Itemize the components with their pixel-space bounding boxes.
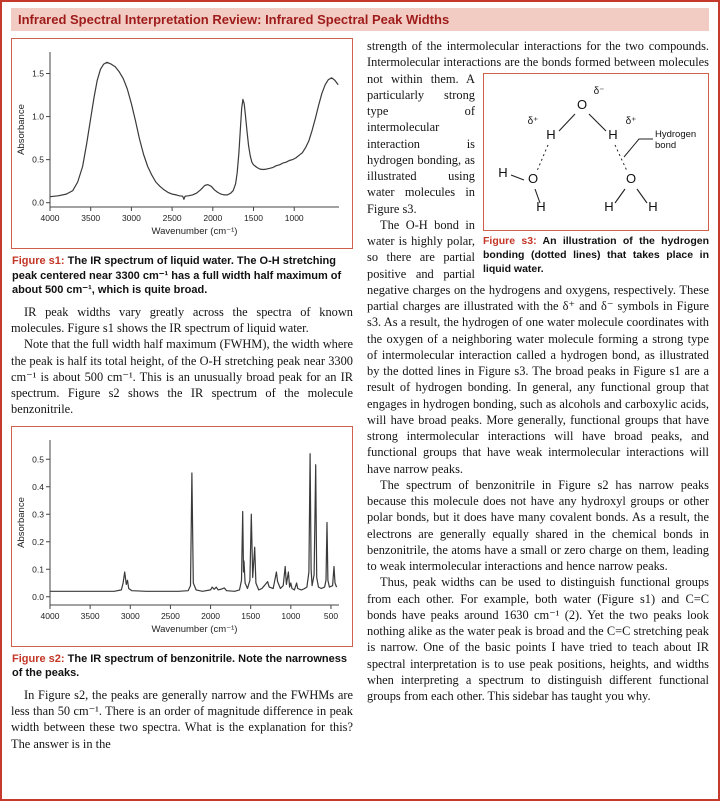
figure-s1 [11,38,353,249]
svg-text:0.0: 0.0 [32,197,44,208]
svg-text:H: H [546,126,556,142]
chart-s2-benzonitrile-ir-spectrum [14,431,346,637]
svg-text:0.5: 0.5 [32,154,44,165]
figure-s1-caption [12,254,352,298]
svg-text:0.5: 0.5 [32,453,44,464]
chart-s1-water-ir-spectrum [14,43,346,239]
svg-text:Absorbance: Absorbance [16,496,27,548]
figure-s2-caption [12,652,352,681]
svg-text:H: H [648,198,658,214]
svg-text:O: O [576,96,588,112]
svg-text:0.4: 0.4 [32,481,44,492]
svg-text:1.0: 1.0 [32,111,44,122]
svg-text:3000: 3000 [121,213,141,223]
svg-text:Absorbance: Absorbance [16,104,27,155]
svg-text:1000: 1000 [284,213,304,223]
svg-text:bond: bond [655,139,677,151]
svg-text:1.5: 1.5 [32,68,44,79]
left-paragraph-1: IR peak widths vary greatly across the spectra of known molecules. Figure s1 shows the IR spectrum of liquid water. [11,304,353,336]
svg-text:H: H [604,198,614,214]
svg-text:500: 500 [323,610,339,621]
svg-text:0.1: 0.1 [32,563,44,574]
svg-text:2500: 2500 [162,213,182,223]
svg-text:3000: 3000 [120,610,140,621]
svg-text:δ⁺: δ⁺ [527,115,539,127]
figure-s3 [483,73,709,231]
svg-text:O: O [625,170,637,186]
svg-text:H: H [536,198,546,214]
svg-text:3500: 3500 [81,213,101,223]
svg-text:4000: 4000 [40,213,60,223]
svg-text:0.0: 0.0 [32,591,44,602]
svg-text:3500: 3500 [80,610,100,621]
figure-s1-caption-label: Figure s1: [12,255,65,267]
svg-text:Wavenumber (cm⁻¹): Wavenumber (cm⁻¹) [151,623,238,635]
svg-text:Wavenumber (cm⁻¹): Wavenumber (cm⁻¹) [151,226,238,237]
left-column [11,38,353,752]
figure-s3-caption [483,235,709,277]
svg-text:1000: 1000 [281,610,301,621]
figure-s3-block [483,73,709,277]
svg-text:O: O [527,170,539,186]
figure-s3-caption-text: An illustration of the hydrogen bonding (dotted lines) that takes place in liquid water. [483,234,709,275]
right-paragraph-4: Thus, peak widths can be used to distinguish functional groups from each other. For example, both water (Figure s1) and C=C bonds have peaks around 1630 cm⁻¹ (2). Yet the two peaks look nothing alike as the water peak is broad and the C=C stretching peak is narrow. One of the basic points I have tried to teach about IR spectral interpretation is to use peak positions, heights, and widths when interpreting a spectrum to distinguish different functional groups from each other. This sidebar has taught you why. [367,575,709,703]
figure-s1-caption-text: The IR spectrum of liquid water. The O-H stretching peak centered near 3300 cm⁻¹ has a full width half maximum of about 500 cm⁻¹, which is quite broad. [12,255,342,297]
diagram-s3-hydrogen-bonding [487,77,705,223]
right-paragraph-1-part-b: between molecules not within them. A particularly strong type of intermolecular interaction is hydrogen bonding, as illustrated using water molecules in Figure s3. [367,55,709,216]
figure-s2-caption-text: The IR spectrum of benzonitrile. Note the narrowness of the peaks. [12,652,347,680]
page-title: Infrared Spectral Interpretation Review: Infrared Spectral Peak Widths [18,12,450,27]
svg-text:0.2: 0.2 [32,536,44,547]
svg-text:1500: 1500 [241,610,261,621]
svg-text:H: H [608,126,618,142]
header-bar [11,8,709,31]
figure-s2-caption-label: Figure s2: [12,652,65,665]
figure-s3-caption-label: Figure s3: [483,234,537,247]
figure-s2 [11,426,353,647]
left-paragraph-3: In Figure s2, the peaks are generally narrow and the FWHMs are less than 50 cm⁻¹. There is an order of magnitude difference in peak width between these two spectra. What is the explanation for this? The answer is in the [11,687,353,751]
svg-text:1500: 1500 [244,213,263,223]
right-column [367,38,709,752]
svg-text:2000: 2000 [203,213,223,223]
svg-text:δ⁻: δ⁻ [593,85,605,97]
svg-text:0.3: 0.3 [32,508,44,519]
svg-text:2500: 2500 [160,610,180,621]
svg-text:H: H [498,164,508,180]
right-paragraph-2: The O-H bond in water is highly polar, so there are partial positive and partial negative charges on the hydrogens and oxygens, respectively. These partial charges are illustrated with the δ⁺ and δ⁻ symbols in Figure s3. As a result, the hydrogen of one water molecule coordinates with the oxygen of a neighboring water molecule forming a strong type of intermolecular interaction called a hydrogen bond, as illustrated by the dotted lines in Figure s3. The broad peaks in Figure s1 are a result of hydrogen bonding. In general, any functional group that engages in hydrogen bonding, such as alcohols and carboxylic acids, will have broad peaks. More generally, functional groups that have strong intermolecular interactions will have broad peaks, and functional groups that have weak intermolecular interactions will have narrow peaks. [367,217,709,476]
right-paragraph-3: The spectrum of benzonitrile in Figure s2 has narrow peaks because this molecule does not have any hydroxyl groups or other polar bonds, but it does have many covalent bonds. As a result, the electrons are generally equally shared in the chemical bonds in benzonitrile, the atoms have a small or zero charge on them, leading to weak intermolecular interactions and hence narrow peaks. [367,477,709,573]
svg-text:δ⁺: δ⁺ [625,115,637,127]
right-paragraph-1 [367,38,709,275]
svg-text:Hydrogen: Hydrogen [655,128,697,140]
svg-text:4000: 4000 [40,610,60,621]
svg-text:2000: 2000 [201,610,221,621]
left-paragraph-2: Note that the full width half maximum (FWHM), the width where the peak is half its total height, of the O-H stretching peak near 3300 cm⁻¹ is about 500 cm⁻¹. This is an unusually broad peak for an IR spectrum. Figure s2 shows the IR spectrum of the molecule benzonitrile. [11,337,353,417]
two-column-layout [11,38,709,752]
right-paragraph-1-part-a: strength of the intermolecular interactions for the two compounds. Intermolecular interactions are the bonds formed [367,39,709,70]
